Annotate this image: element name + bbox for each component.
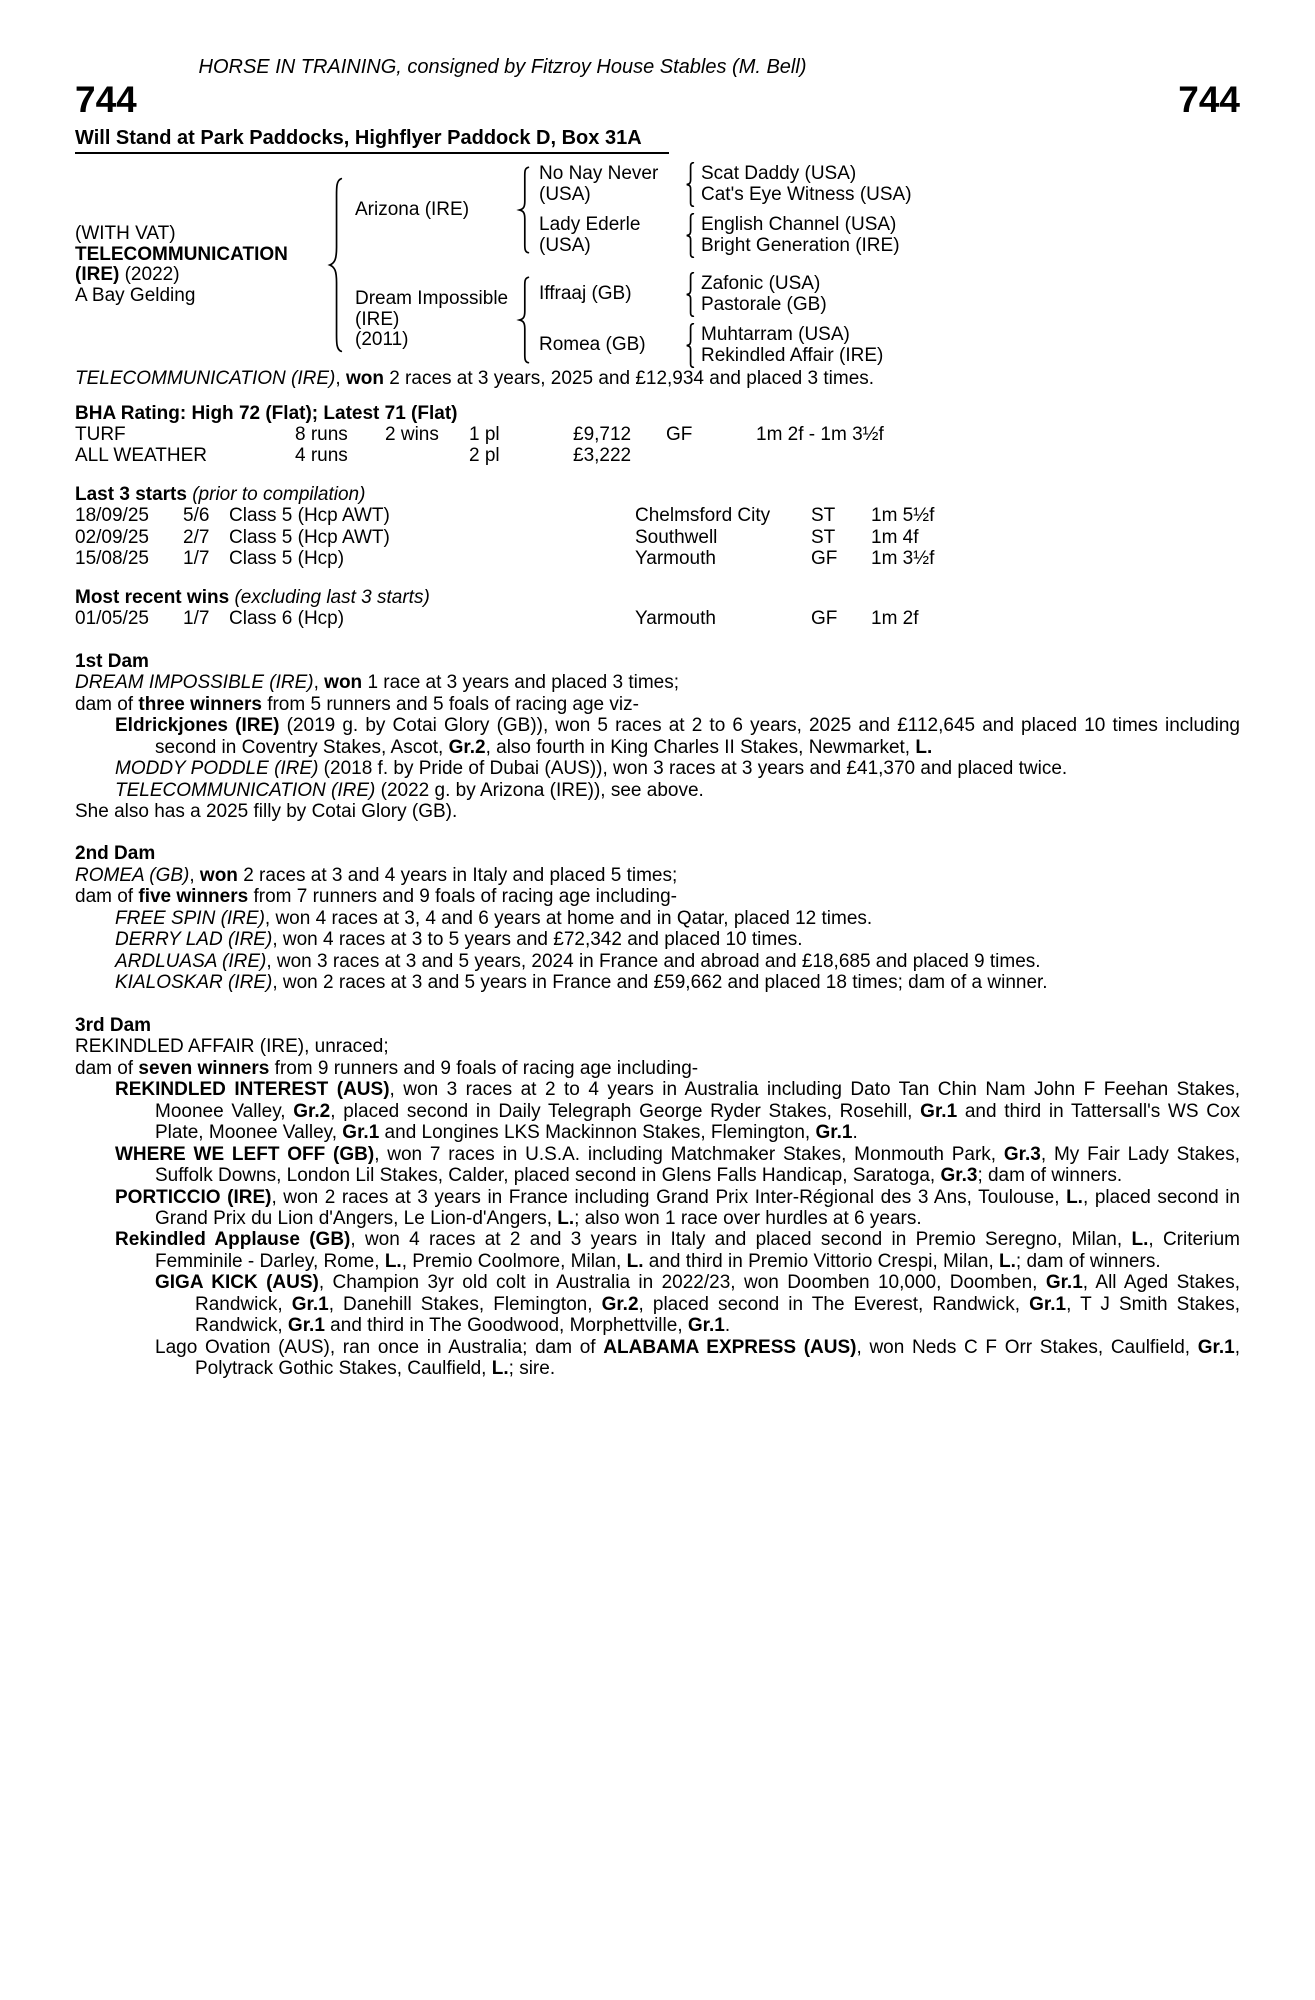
text-segment: ; dam of winners.: [1015, 1250, 1161, 1272]
table-cell: TURF: [75, 423, 126, 445]
brace-icon: [516, 276, 532, 364]
table-cell: 1 pl: [469, 423, 500, 445]
text-segment: FREE SPIN (IRE): [115, 907, 265, 929]
consignor-line: HORSE IN TRAINING, consigned by Fitzroy House Stables (M. Bell): [198, 56, 807, 78]
second-dam-heading: 2nd Dam: [75, 843, 156, 865]
granddam-name: Lady Ederle (USA): [539, 214, 641, 256]
pedigree-paragraph: [75, 1144, 1240, 1187]
brace-icon: [684, 213, 696, 258]
text-segment: , All Aged Stakes, Randwick,: [195, 1272, 1240, 1315]
table-cell: 1m 2f - 1m 3½f: [756, 423, 884, 445]
first-dam-section: [75, 651, 1240, 823]
text-segment: Gr.1: [920, 1100, 958, 1122]
table-cell: 1m 5½f: [871, 505, 935, 527]
grandsire-name: Iffraaj (GB): [539, 283, 632, 305]
text-segment: (2018 f. by Pride of Dubai (AUS)), won 3 races at 3 years and £41,370 and placed twice.: [318, 758, 1068, 780]
pedigree-paragraph: [75, 801, 1240, 822]
text-segment: Gr.1: [1045, 1272, 1083, 1294]
text-segment: ; also won 1 race over hurdles at 6 years.: [574, 1207, 922, 1229]
text-segment: ; sire.: [508, 1358, 556, 1380]
text-segment: dam of: [75, 886, 139, 908]
table-cell: 02/09/25: [75, 526, 149, 548]
text-segment: ,: [189, 864, 200, 886]
great-grandparent-name: Muhtarram (USA): [701, 323, 850, 345]
table-cell: Class 5 (Hcp): [229, 548, 345, 570]
great-grandparent-name: Rekindled Affair (IRE): [701, 345, 884, 367]
text-segment: (2019 g. by Cotai Glory (GB)), won 5 races at 2 to 6 years, 2025 and £112,645 and placed 10 times including second in Coventry Stakes, Ascot,: [155, 715, 1240, 758]
table-cell: [666, 445, 756, 466]
text-segment: , won 7 races in U.S.A. including Matchmaker Stakes, Monmouth Park,: [374, 1143, 1004, 1165]
text-segment: Eldrickjones (IRE): [115, 715, 280, 737]
text-segment: , won 4 races at 3 to 5 years and £72,342 and placed 10 times.: [272, 929, 803, 951]
text-segment: dam of: [75, 693, 139, 715]
text-segment: L.: [1131, 1229, 1149, 1251]
pedigree-paragraph: [75, 1058, 1240, 1079]
great-grandparents: [696, 215, 900, 257]
horse-details: [75, 224, 325, 306]
granddam-block: [532, 213, 912, 258]
great-grandparent-name: Bright Generation (IRE): [701, 235, 900, 257]
third-dam-paragraphs: [75, 1036, 1240, 1380]
lot-number-right: 744: [1178, 78, 1240, 120]
text-segment: and Longines LKS Mackinnon Stakes, Flemington,: [379, 1122, 816, 1144]
sire-branch: [346, 162, 912, 258]
first-dam-heading: 1st Dam: [75, 650, 149, 672]
table-cell: [385, 445, 469, 466]
sire-name: Arizona (IRE): [355, 198, 470, 220]
text-segment: Gr.1: [1029, 1293, 1067, 1315]
pedigree-paragraph: [75, 780, 1240, 801]
text-segment: DREAM IMPOSSIBLE (IRE): [75, 672, 314, 694]
text-segment: TELECOMMUNICATION (IRE): [75, 368, 336, 390]
second-dam-paragraphs: [75, 865, 1240, 994]
brace-icon: [516, 166, 532, 254]
recent-wins-title: Most recent wins: [75, 586, 230, 608]
pedigree-paragraph: [75, 865, 1240, 886]
text-segment: L.: [491, 1358, 509, 1380]
text-segment: REKINDLED AFFAIR (IRE), unraced;: [75, 1036, 389, 1058]
text-segment: , Polytrack Gothic Stakes, Caulfield,: [195, 1336, 1240, 1380]
text-segment: Rekindled Applause (GB): [115, 1229, 351, 1251]
recent-wins-table: [75, 608, 1240, 629]
great-grandparents: [696, 274, 827, 316]
table-cell: 2 pl: [469, 445, 500, 467]
text-segment: MODDY PODDLE (IRE): [115, 758, 319, 780]
last-starts-heading: [75, 484, 1240, 505]
text-segment: ,: [335, 368, 346, 390]
text-segment: , also fourth in King Charles II Stakes, Newmarket,: [485, 736, 916, 758]
second-dam-section: [75, 843, 1240, 993]
great-grandparent-name: English Channel (USA): [701, 213, 897, 235]
great-grandparents: [696, 325, 883, 367]
third-dam-heading: 3rd Dam: [75, 1014, 152, 1036]
table-cell: GF: [811, 548, 838, 570]
table-cell: 1/7: [183, 548, 210, 570]
text-segment: , won 2 races at 3 years in France including Grand Prix Inter-Régional des 3 Ans, Toulouse,: [271, 1186, 1067, 1208]
text-segment: 2 races at 3 and 4 years in Italy and placed 5 times;: [237, 864, 678, 886]
dam-name: Dream Impossible (IRE) (2011): [355, 288, 509, 351]
table-cell: Class 5 (Hcp AWT): [229, 526, 390, 548]
stand-location-text: Will Stand at Park Paddocks, Highflyer Paddock D, Box 31A: [75, 127, 669, 154]
brace-icon: [684, 272, 696, 317]
table-cell: Yarmouth: [635, 608, 716, 630]
table-cell: Class 5 (Hcp AWT): [229, 505, 390, 527]
text-segment: Gr.1: [815, 1122, 853, 1144]
text-segment: , Champion 3yr old colt in Australia in 2022/23, won Doomben 10,000, Doomben,: [318, 1272, 1046, 1294]
lot-number-row: [75, 78, 1240, 120]
text-segment: , placed second in Grand Prix du Lion d'Angers, Le Lion-d'Angers,: [155, 1186, 1240, 1229]
text-segment: and third in The Goodwood, Morphettville,: [324, 1315, 688, 1337]
table-cell: 2/7: [183, 526, 210, 548]
first-dam-paragraphs: [75, 672, 1240, 822]
pedigree-paragraph: [75, 694, 1240, 715]
text-segment: Gr.1: [287, 1315, 325, 1337]
stand-location-line: [75, 127, 1240, 154]
dam-grandparents: [532, 272, 883, 368]
table-cell: 1m 3½f: [871, 548, 935, 570]
pedigree-paragraph: [75, 972, 1240, 993]
grandsire-block: [532, 162, 912, 207]
table-cell: 18/09/25: [75, 505, 149, 527]
text-segment: ROMEA (GB): [75, 864, 190, 886]
table-cell: Yarmouth: [635, 548, 716, 570]
table-cell: 2 wins: [385, 423, 439, 445]
table-cell: ALL WEATHER: [75, 445, 207, 467]
table-cell: Class 6 (Hcp): [229, 608, 345, 630]
surface-stats-table: [75, 424, 1240, 467]
grandsire-block: [532, 272, 883, 317]
pedigree-paragraph: [75, 929, 1240, 950]
text-segment: Gr.3: [940, 1165, 978, 1187]
horse-name: TELECOMMUNICATION: [75, 243, 288, 265]
great-grandparent-name: Pastorale (GB): [701, 294, 827, 316]
recent-wins-heading: [75, 587, 1240, 608]
text-segment: , placed second in The Everest, Randwick,: [638, 1293, 1030, 1315]
text-segment: L.: [626, 1250, 644, 1272]
text-segment: from 5 runners and 5 foals of racing age viz-: [261, 693, 639, 715]
pedigree-paragraph: [75, 1337, 1240, 1380]
brace-icon: [325, 176, 346, 354]
text-segment: , won 4 races at 2 and 3 years in Italy and placed second in Premio Seregno, Milan,: [350, 1229, 1132, 1251]
table-cell: 1m 4f: [871, 526, 919, 548]
table-cell: 5/6: [183, 505, 210, 527]
text-segment: , won 3 races at 3 and 5 years, 2024 in France and abroad and £18,685 and placed 9 times.: [266, 950, 1041, 972]
grandsire-name: No Nay Never (USA): [539, 163, 659, 205]
table-cell: £9,712: [573, 423, 632, 445]
great-grandparents: [696, 164, 912, 206]
pedigree-paragraph: [75, 1079, 1240, 1143]
text-segment: DERRY LAD (IRE): [115, 929, 273, 951]
with-vat-label: (WITH VAT): [75, 223, 176, 244]
text-segment: .: [852, 1122, 858, 1144]
text-segment: TELECOMMUNICATION (IRE): [115, 779, 376, 801]
table-cell: Chelmsford City: [635, 505, 771, 527]
pedigree-generations: [346, 162, 912, 368]
table-cell: 1m 2f: [871, 608, 919, 630]
text-segment: and third in Tattersall's WS Cox Plate, Moonee Valley,: [155, 1100, 1240, 1144]
last-starts-note: (prior to compilation): [192, 483, 366, 505]
pedigree-paragraph: [75, 672, 1240, 693]
horse-description: A Bay Gelding: [75, 284, 196, 306]
brace-icon: [684, 162, 696, 207]
granddam-name: Romea (GB): [539, 334, 646, 356]
third-dam-section: [75, 1015, 1240, 1380]
table-cell: £3,222: [573, 445, 632, 467]
pedigree-paragraph: [75, 758, 1240, 779]
table-cell: GF: [666, 423, 693, 445]
text-segment: five winners: [138, 886, 249, 908]
table-cell: [756, 445, 1240, 466]
text-segment: and third in Premio Vittorio Crespi, Milan,: [643, 1250, 1000, 1272]
text-segment: L.: [1066, 1186, 1083, 1208]
pedigree-paragraph: [75, 1036, 1240, 1057]
text-segment: Gr.3: [1003, 1143, 1041, 1165]
great-grandparent-name: Cat's Eye Witness (USA): [701, 184, 912, 206]
text-segment: Gr.2: [601, 1293, 639, 1315]
text-segment: ARDLUASA (IRE): [115, 950, 267, 972]
text-segment: KIALOSKAR (IRE): [115, 972, 273, 994]
text-segment: L.: [915, 736, 933, 758]
text-segment: (2022 g. by Arizona (IRE)), see above.: [375, 779, 704, 801]
pedigree-paragraph: [75, 1272, 1240, 1336]
text-segment: Lago Ovation (AUS), ran once in Australia; dam of: [155, 1336, 604, 1358]
pedigree-table: [75, 162, 1240, 368]
text-segment: ALABAMA EXPRESS (AUS): [603, 1336, 857, 1358]
text-segment: Gr.2: [293, 1100, 331, 1122]
brace-icon: [684, 323, 696, 368]
lot-number-left: 744: [75, 78, 137, 120]
text-segment: Gr.1: [342, 1122, 380, 1144]
great-grandparent-name: Zafonic (USA): [701, 272, 821, 294]
text-segment: , won 2 races at 3 and 5 years in France and £59,662 and placed 18 times; dam of a winner.: [272, 972, 1048, 994]
text-segment: REKINDLED INTEREST (AUS): [115, 1079, 390, 1101]
text-segment: PORTICCIO (IRE): [115, 1186, 272, 1208]
text-segment: , T J Smith Stakes, Randwick,: [195, 1293, 1241, 1337]
text-segment: L.: [557, 1207, 575, 1229]
text-segment: She also has a 2025 filly by Cotai Glory (GB).: [75, 801, 458, 822]
text-segment: Gr.1: [1197, 1336, 1235, 1358]
table-cell: 1/7: [183, 608, 210, 630]
pedigree-paragraph: [75, 908, 1240, 929]
text-segment: dam of: [75, 1057, 139, 1079]
text-segment: Gr.2: [448, 736, 486, 758]
text-segment: WHERE WE LEFT OFF (GB): [115, 1143, 375, 1165]
text-segment: , won 3 races at 2 to 4 years in Australia including Dato Tan Chin Nam John F Feehan Stakes, Moonee Valley,: [155, 1079, 1240, 1122]
granddam-block: [532, 323, 883, 368]
text-segment: Gr.1: [687, 1315, 725, 1337]
text-segment: 1 race at 3 years and placed 3 times;: [362, 672, 680, 694]
pedigree-paragraph: [75, 1187, 1240, 1230]
text-segment: three winners: [138, 693, 262, 715]
text-segment: won: [199, 864, 238, 886]
horse-origin-year: (IRE) (2022): [75, 264, 180, 286]
table-cell: ST: [811, 505, 836, 527]
bha-rating-line: BHA Rating: High 72 (Flat); Latest 71 (Flat): [75, 402, 458, 424]
text-segment: , Premio Coolmore, Milan,: [401, 1250, 627, 1272]
recent-wins-note: (excluding last 3 starts): [234, 586, 430, 608]
last-starts-table: [75, 505, 1240, 569]
text-segment: ; dam of winners.: [977, 1165, 1123, 1187]
text-segment: won: [345, 368, 384, 390]
great-grandparent-name: Scat Daddy (USA): [701, 162, 857, 184]
pedigree-paragraph: [75, 1229, 1240, 1272]
text-segment: L.: [999, 1250, 1016, 1272]
sire-grandparents: [532, 162, 912, 258]
table-cell: Southwell: [635, 526, 718, 548]
pedigree-paragraph: [75, 715, 1240, 758]
table-cell: ST: [811, 526, 836, 548]
text-segment: , My Fair Lady Stakes, Suffolk Downs, London Lil Stakes, Calder, placed second in Glens Falls Handicap, Saratoga,: [155, 1143, 1241, 1187]
dam-branch: [346, 272, 912, 368]
table-cell: GF: [811, 608, 838, 630]
text-segment: .: [724, 1315, 731, 1337]
text-segment: from 9 runners and 9 foals of racing age including-: [269, 1057, 699, 1079]
table-cell: 01/05/25: [75, 608, 149, 630]
text-segment: , placed second in Daily Telegraph George Ryder Stakes, Rosehill,: [330, 1100, 921, 1122]
text-segment: , Danehill Stakes, Flemington,: [328, 1293, 602, 1315]
last-starts-title: Last 3 starts: [75, 483, 187, 505]
text-segment: from 7 runners and 9 foals of racing age including-: [248, 886, 678, 908]
text-segment: , won 4 races at 3, 4 and 6 years at home and in Qatar, placed 12 times.: [264, 907, 873, 929]
table-cell: 15/08/25: [75, 548, 149, 570]
text-segment: seven winners: [138, 1057, 270, 1079]
pedigree-paragraph: [75, 886, 1240, 907]
text-segment: won: [324, 672, 363, 694]
pedigree-paragraph: [75, 951, 1240, 972]
text-segment: GIGA KICK (AUS): [155, 1272, 319, 1294]
text-segment: ,: [313, 672, 325, 694]
text-segment: L.: [384, 1250, 402, 1272]
text-segment: , Criterium Femminile - Darley, Rome,: [155, 1229, 1240, 1272]
text-segment: 2 races at 3 years, 2025 and £12,934 and placed 3 times.: [383, 368, 875, 390]
table-cell: 8 runs: [295, 423, 348, 445]
table-cell: 4 runs: [295, 445, 348, 467]
text-segment: Gr.1: [291, 1293, 329, 1315]
text-segment: , won Neds C F Orr Stakes, Caulfield,: [856, 1336, 1198, 1358]
race-summary: [75, 368, 1240, 389]
